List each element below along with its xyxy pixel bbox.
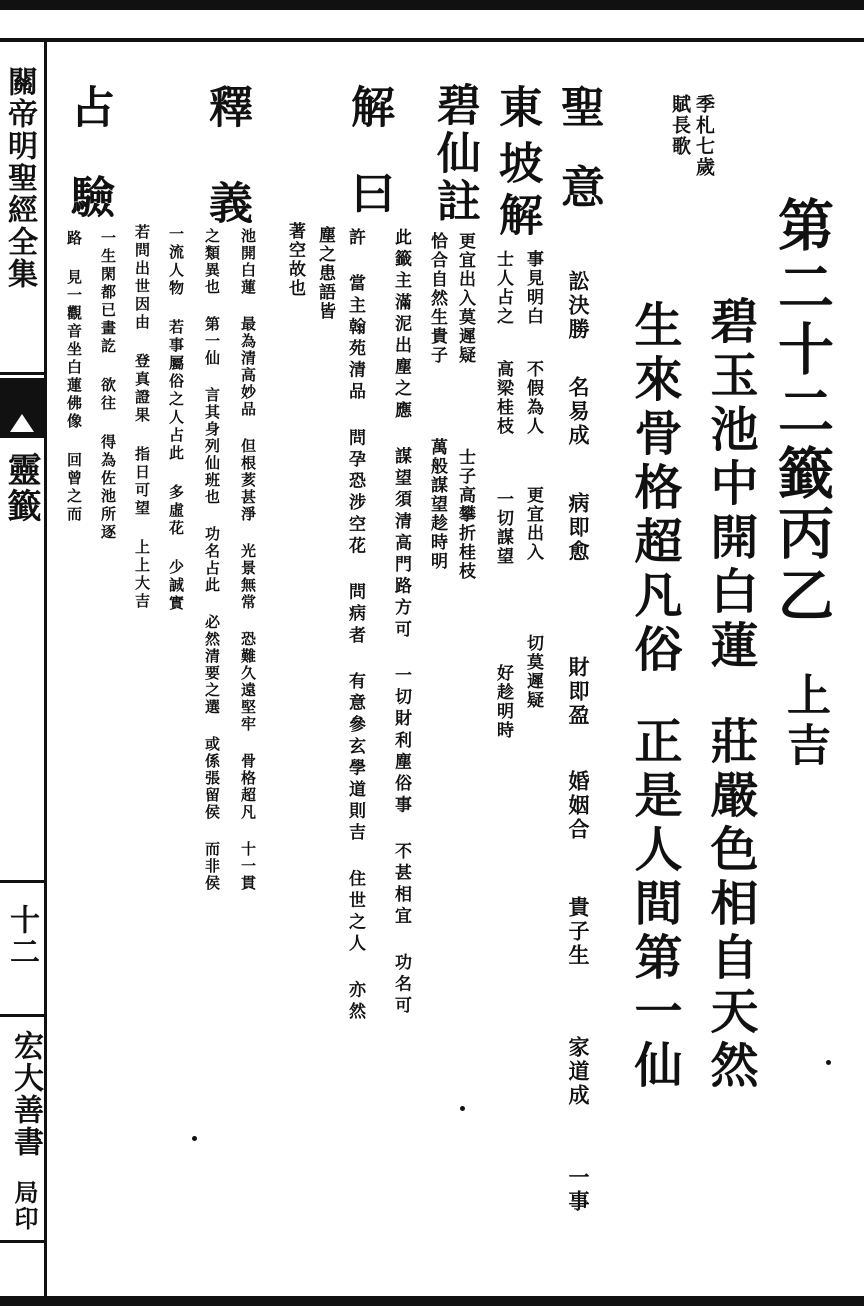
fish-tail-notch [10,414,34,432]
margin-book-title: 關帝明聖經全集 [2,66,37,290]
poem-line-2: 莊嚴色相自天然 [702,716,758,1094]
bixian-line: 萬般謀望趁時明 [427,438,447,571]
poem-line-1: 碧玉池中開白蓮 [702,296,758,674]
sheng-yi-item: 訟決勝 [566,270,591,342]
lot-rank: 上吉 [779,672,830,772]
zhanyan-heading-1: 占 [63,84,114,128]
dongpo-line: 切莫遲疑 [523,634,543,710]
dongpo-heading-2: 坡 [491,140,542,184]
shiyi-line: 池開白蓮 最為清高妙品 但根荄甚淨 光景無常 恐難久遠堅牢 骨格超凡 十一貫 [239,228,257,892]
shiyi-line: 若問出世因由 登真證果 指日可望 上上大吉 [133,224,151,611]
bixian-line: 士子高攀折桂枝 [455,448,475,581]
story-title-1: 季札七歲 [693,94,715,178]
left-margin-rule [44,40,47,1298]
dot-mark [826,1060,831,1065]
margin-divider-4 [0,1240,46,1243]
dongpo-line: 更宜出入 [523,486,543,562]
shiyi-heading-2: 義 [201,180,252,224]
top-border [0,0,864,10]
dongpo-line: 不假為人 [523,360,543,436]
sheng-yi-item: 貴子生 [566,896,591,968]
margin-publisher: 宏大善書 [8,1030,43,1158]
sheng-yi-item: 名易成 [566,376,591,448]
dongpo-line: 事見明白 [523,250,543,326]
dot-mark [460,1106,465,1111]
zhanyan-heading-2: 驗 [63,174,114,218]
poem-line-3: 生來骨格超凡俗 [626,300,682,678]
jieyue-line: 塵之患語皆 [315,226,335,321]
margin-divider-3 [0,1014,46,1017]
top-inner-rule [0,38,864,42]
bixian-line: 恰合自然生貴子 [427,232,447,365]
margin-print-mark: 局印 [10,1180,39,1232]
sheng-yi-heading-2: 意 [553,164,604,208]
bixian-heading-1: 碧 [429,82,480,126]
bixian-heading-3: 註 [429,178,480,222]
dongpo-heading-1: 東 [491,84,542,128]
margin-divider-1 [0,372,46,375]
lot-title: 第二十二籤 [769,196,835,506]
sheng-yi-item: 病即愈 [566,492,591,564]
bixian-heading-2: 仙 [429,130,480,174]
dot-mark [192,1136,197,1141]
jieyue-line: 許 當主翰苑清品 問孕恐涉空花 問病者 有意參玄學道則吉 住世之人 亦然 [345,228,365,1024]
sheng-yi-item: 財即盈 [566,656,591,728]
dongpo-heading-3: 解 [491,192,542,236]
poem-line-4: 正是人間第一仙 [626,716,682,1094]
story-title-2: 賦長歌 [669,94,691,157]
shiyi-line: 之類異也 第一仙 言其身列仙班也 功名占此 必然清要之選 或係張留侯 而非侯 [203,228,221,892]
margin-divider-2 [0,880,46,883]
margin-section-label: 靈籤 [1,452,41,524]
dongpo-line: 高梁桂枝 [493,360,513,436]
lot-stems: 丙乙 [769,504,835,628]
zhanyan-line: 路 見一觀音坐白蓮佛像 回曾之而 [65,230,83,524]
jieyue-heading-1: 解 [343,84,394,128]
margin-page-number: 十二 [4,904,39,968]
shiyi-line: 一流人物 若事屬俗之人占此 多虛花 少誠實 [167,226,185,613]
shiyi-heading-1: 釋 [201,84,252,128]
zhanyan-line: 一生閑都已畫訖 欲往 得為佐池所逐 [99,230,117,542]
bottom-border [0,1296,864,1306]
sheng-yi-item: 婚姻合 [566,770,591,842]
sheng-yi-item: 家道成 [566,1036,591,1108]
jieyue-line: 此籤主滿泥出塵之應 謀望須清高門路方可 一切財利塵俗事 不甚相宜 功名可 [391,228,411,1018]
dongpo-line: 一切謀望 [493,490,513,566]
dongpo-line: 好趁明時 [493,664,513,740]
sheng-yi-heading-1: 聖 [553,84,604,128]
jieyue-heading-2: 曰 [343,170,394,214]
sheng-yi-item: 一事 [566,1166,591,1214]
dongpo-line: 士人占之 [493,250,513,326]
bixian-line: 更宜出入莫遲疑 [455,232,475,365]
jieyue-line: 著空故也 [285,222,305,298]
